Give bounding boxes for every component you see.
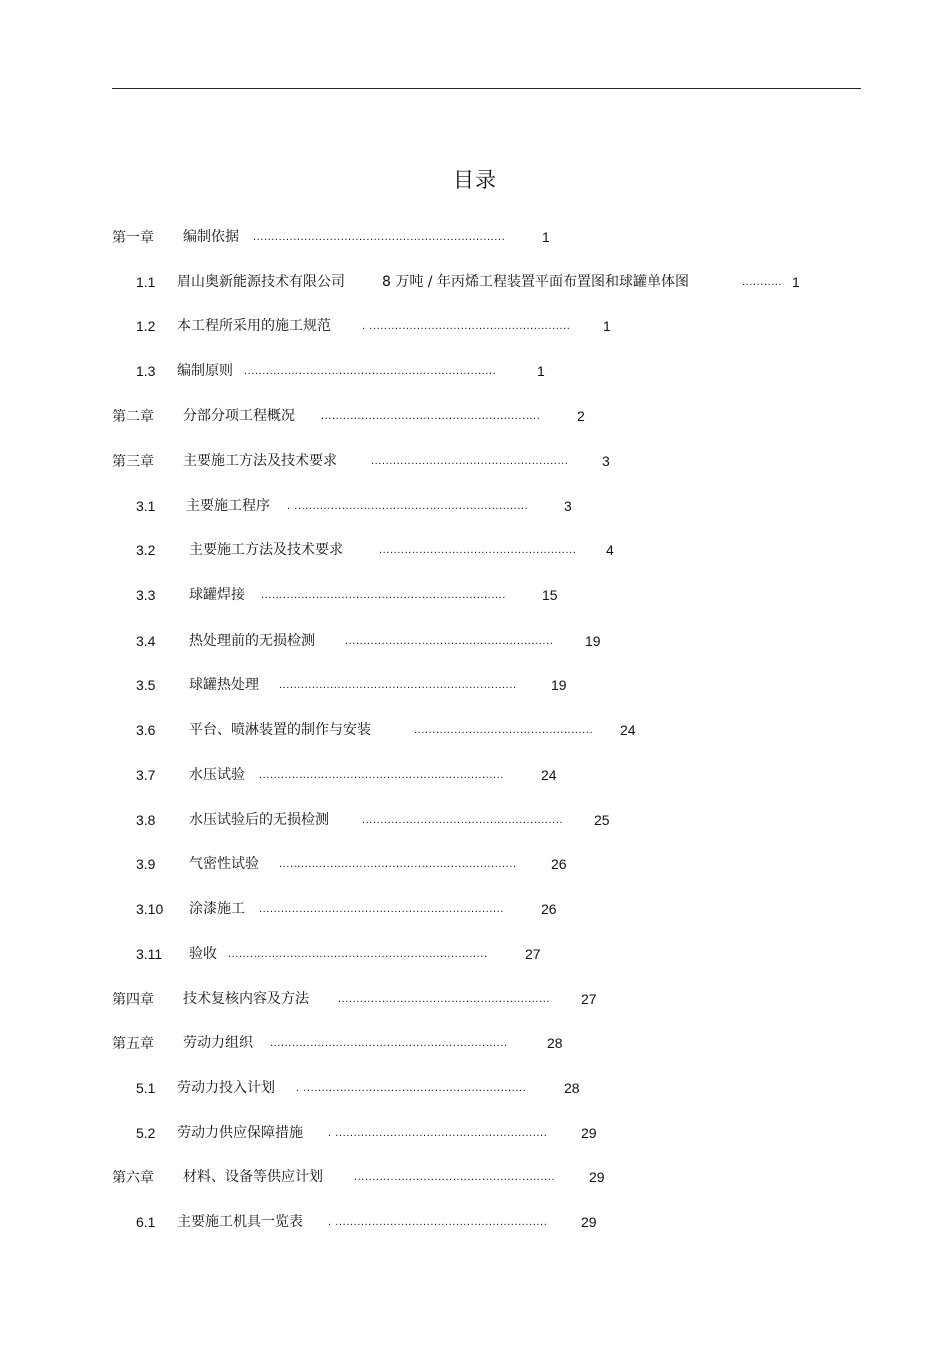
- toc-leader: . ................................................................: [287, 500, 529, 512]
- toc-leader: .........................................................: [345, 635, 554, 647]
- toc-number: 3.2: [136, 542, 156, 558]
- toc-title: 技术复核内容及方法: [183, 991, 309, 1007]
- toc-title: 眉山奥新能源技术有限公司: [177, 274, 345, 290]
- toc-page: 1: [542, 229, 550, 245]
- toc-page: 2: [577, 408, 585, 424]
- toc-number: 第三章: [112, 453, 154, 469]
- toc-number: 3.5: [136, 677, 156, 693]
- toc-number: 第六章: [112, 1169, 154, 1185]
- toc-title: 编制依据: [183, 229, 239, 245]
- toc-number: 3.3: [136, 587, 156, 603]
- toc-page: 1: [792, 274, 800, 290]
- toc-number: 5.2: [136, 1125, 156, 1141]
- toc-leader: .................................................: [414, 724, 594, 736]
- toc-page: 27: [581, 991, 597, 1007]
- toc-number: 3.10: [136, 901, 164, 917]
- toc-page: 1: [537, 363, 545, 379]
- toc-leader: .....................................................................: [253, 231, 506, 243]
- toc-title: 劳动力供应保障措施: [177, 1125, 303, 1141]
- toc-number: 1.2: [136, 318, 156, 334]
- toc-page: 3: [602, 453, 610, 469]
- toc-leader: . ..........................................................: [328, 1127, 548, 1139]
- toc-page: 24: [620, 722, 636, 738]
- toc-leader: ......................................................: [379, 544, 577, 556]
- toc-leader: .................................................................: [279, 858, 517, 870]
- toc-number: 3.8: [136, 812, 156, 828]
- toc-number: 3.9: [136, 856, 156, 872]
- toc-title: 水压试验后的无损检测: [189, 812, 329, 828]
- toc-leader: ...................................................................: [259, 769, 504, 781]
- toc-number: 第二章: [112, 408, 154, 424]
- toc-title-continued: 8 万吨 / 年丙烯工程装置平面布置图和球罐单体图: [382, 274, 689, 290]
- toc-page: 27: [525, 946, 541, 962]
- toc-title: 主要施工机具一览表: [177, 1214, 303, 1230]
- toc-title: 材料、设备等供应计划: [183, 1169, 323, 1185]
- toc-page: 29: [581, 1214, 597, 1230]
- toc-title: 主要施工方法及技术要求: [183, 453, 337, 469]
- toc-leader: .......................................................: [354, 1171, 556, 1183]
- toc-title: 劳动力组织: [183, 1035, 253, 1051]
- toc-number: 3.11: [136, 946, 163, 962]
- toc-title: 球罐热处理: [189, 677, 259, 693]
- toc-leader: ...................................................................: [261, 589, 506, 601]
- toc-number: 3.1: [136, 498, 156, 514]
- toc-page: 25: [594, 812, 610, 828]
- toc-title: 主要施工方法及技术要求: [189, 542, 343, 558]
- toc-leader: .......................................................: [362, 814, 564, 826]
- toc-page: 19: [585, 633, 601, 649]
- toc-number: 5.1: [136, 1080, 156, 1096]
- toc-title: 主要施工程序: [186, 498, 270, 514]
- toc-number: 1.1: [136, 274, 156, 290]
- toc-title: 分部分项工程概况: [183, 408, 295, 424]
- toc-title: 涂漆施工: [189, 901, 245, 917]
- toc-number: 第四章: [112, 991, 154, 1007]
- toc-leader: .................................................................: [270, 1037, 508, 1049]
- toc-title: 平台、喷淋装置的制作与安装: [189, 722, 371, 738]
- toc-title: 热处理前的无损检测: [189, 633, 315, 649]
- toc-leader: ...........: [742, 276, 783, 288]
- toc-title: 验收: [189, 946, 217, 962]
- toc-leader: .................................................................: [279, 679, 517, 691]
- toc-page: 29: [581, 1125, 597, 1141]
- toc-leader: . .......................................................: [362, 320, 571, 332]
- toc-leader: ...................................................................: [259, 903, 504, 915]
- toc-number: 3.4: [136, 633, 156, 649]
- toc-page: 24: [541, 767, 557, 783]
- toc-number: 6.1: [136, 1214, 156, 1230]
- toc-leader: . ..........................................................: [328, 1216, 548, 1228]
- toc-title: 劳动力投入计划: [177, 1080, 275, 1096]
- page-title: 目录: [453, 168, 497, 192]
- toc-leader: . .............................................................: [296, 1082, 527, 1094]
- toc-page: 19: [551, 677, 567, 693]
- toc-page: 15: [542, 587, 558, 603]
- toc-title: 球罐焊接: [189, 587, 245, 603]
- toc-page: 3: [564, 498, 572, 514]
- toc-page: 1: [603, 318, 611, 334]
- toc-page: 4: [606, 542, 614, 558]
- toc-page: 26: [541, 901, 557, 917]
- toc-number: 第一章: [112, 229, 154, 245]
- toc-page: 26: [551, 856, 567, 872]
- toc-number: 3.7: [136, 767, 156, 783]
- toc-leader: .....................................................................: [244, 365, 497, 377]
- toc-leader: .......................................................................: [228, 948, 488, 960]
- toc-number: 3.6: [136, 722, 156, 738]
- toc-title: 气密性试验: [189, 856, 259, 872]
- toc-page: 28: [564, 1080, 580, 1096]
- toc-number: 第五章: [112, 1035, 154, 1051]
- toc-leader: ......................................................: [371, 455, 569, 467]
- toc-leader: ............................................................: [321, 410, 541, 422]
- toc-leader: ..........................................................: [338, 993, 551, 1005]
- toc-title: 编制原则: [177, 363, 233, 379]
- toc-title: 本工程所采用的施工规范: [177, 318, 331, 334]
- toc-title: 水压试验: [189, 767, 245, 783]
- toc-number: 1.3: [136, 363, 156, 379]
- toc-page: 28: [547, 1035, 563, 1051]
- toc-page: 29: [589, 1169, 605, 1185]
